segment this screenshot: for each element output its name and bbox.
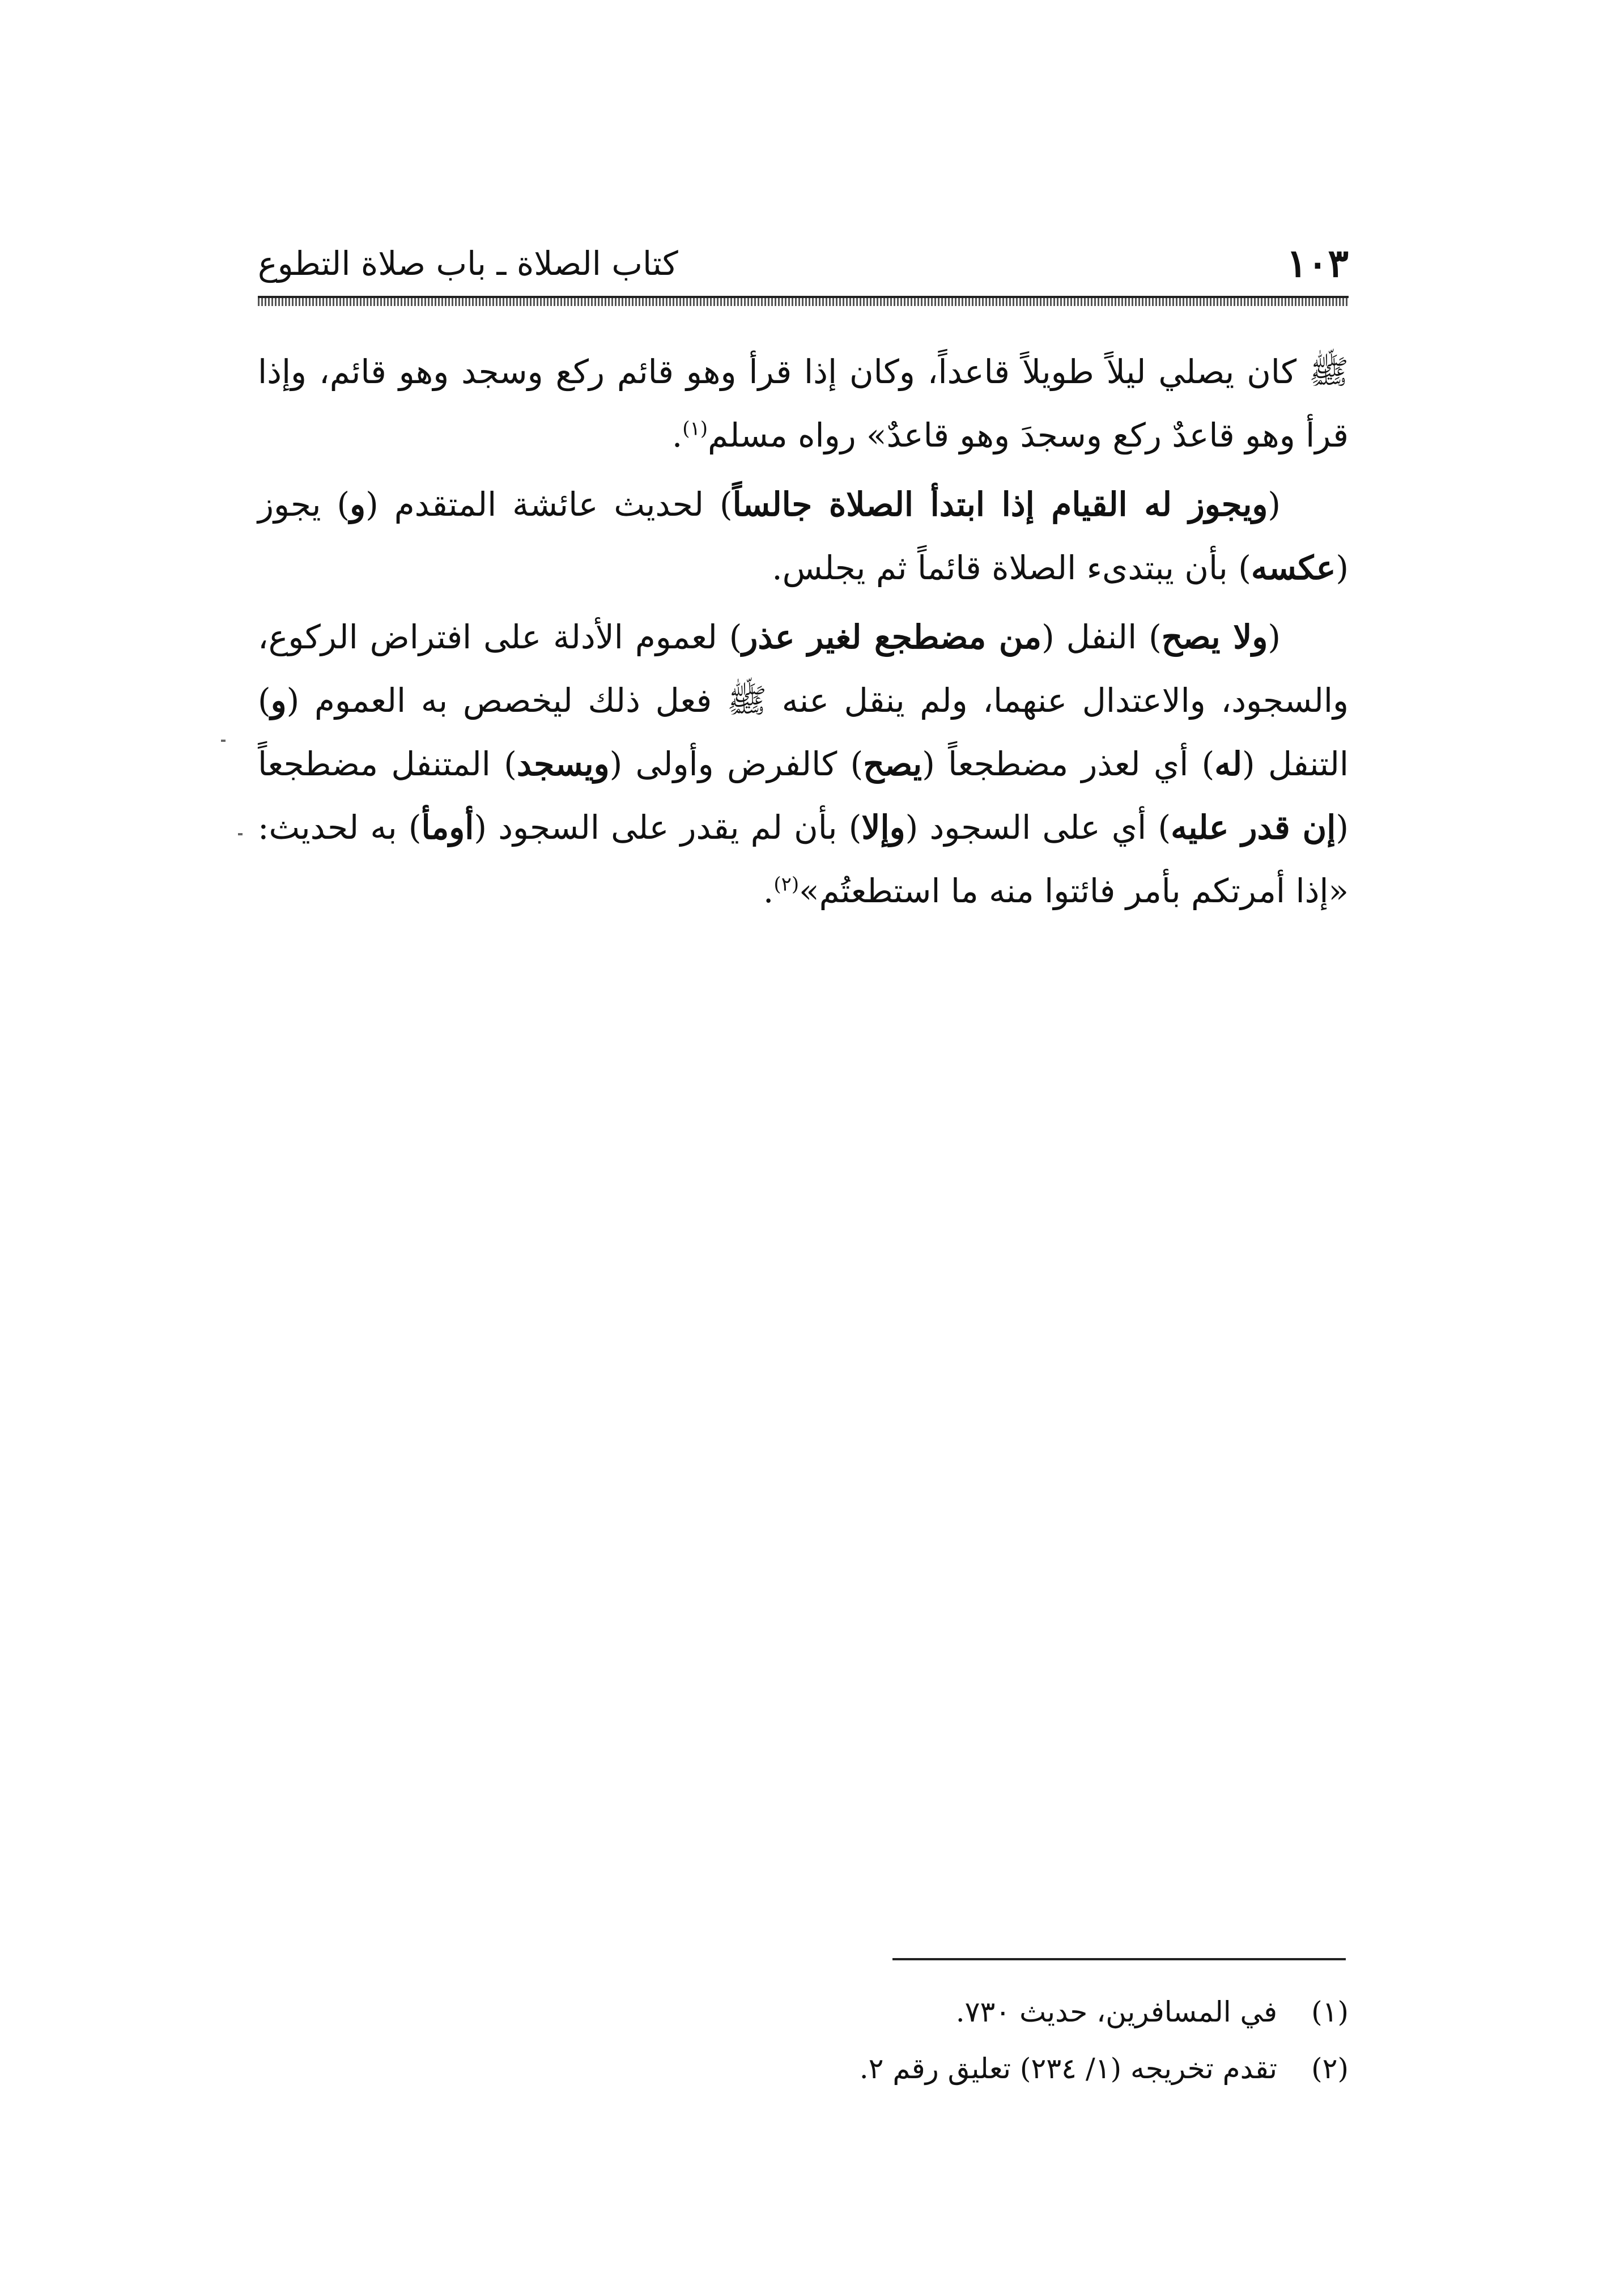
bold-term: ويسجد [516,745,610,783]
body-text [258,340,1349,928]
paragraph-3-text: ) أي لعذر مضطجعاً ( [922,745,1215,783]
footnote-1 [258,1984,1349,2040]
running-title: كتاب الصلاة ـ باب صلاة التطوع [258,244,678,283]
paragraph-3-text: ) به لحديث: «إذا أمرتكم بأمر فائتوا منه ما استطعتُم» [258,808,1349,910]
paragraph-3 [258,605,1349,923]
paragraph-1-line-2: وإذا قرأ وهو قاعدٌ ركع وسجدَ وهو قاعدٌ» رواه مسلم [258,353,1349,455]
footnote-2 [258,2040,1349,2097]
bold-term: ويجوز له القيام إذا ابتدأ الصلاة جالساً [732,485,1268,524]
paren-close: ) [337,485,350,524]
paragraph-3-text: ) النفل ( [1041,618,1162,656]
paragraph-3-text: ) المتنفل مضطجعاً ( [258,745,1349,847]
paragraph-1 [258,340,1349,467]
footnote-ref-1: (١) [682,417,708,440]
scan-speck [238,833,243,835]
paragraph-3-text: ) كالفرض وأولى ( [609,745,864,783]
bold-term: يصح [863,745,922,783]
paragraph-3-tail: . [763,872,774,910]
bold-term: من مضطجع لغير عذر [742,618,1042,656]
scan-speck [221,740,226,742]
paragraph-3-text: ) أي على السجود ( [905,808,1171,847]
paragraph-2-text: ) بأن يبتدىء الصلاة قائماً ثم يجلس. [772,549,1251,587]
footnote-ref-2: (٢) [773,873,800,896]
footnote-text: تقدم تخريجه (١/ ٢٣٤) تعليق رقم ٢. [859,2052,1278,2085]
bold-term: عكسه [1251,549,1336,587]
footnote-number: (١) [1311,1995,1349,2028]
paragraph-2-text: يجوز ( [258,485,1349,587]
paragraph-1-tail: . [671,416,683,455]
paragraph-3-text: ) التنفل ( [258,681,1349,783]
footnotes [258,1984,1349,2097]
page-header [258,232,1349,295]
footnote-text: في المسافرين، حديث ٧٣٠. [955,1995,1278,2028]
bold-term: ولا يصح [1161,618,1268,656]
bold-term: أومأ [421,808,474,847]
paragraph-2 [258,473,1349,600]
paragraph-2-text: ) لحديث عائشة المتقدم ( [365,485,733,524]
bold-term: له [1214,745,1243,783]
bold-term: و [270,681,287,720]
bold-term: وإلا [861,808,905,847]
bold-term: و [350,485,366,524]
page-number: ١٠٣ [1286,241,1349,286]
paragraph-1-line-1: ﷺ كان يصلي ليلاً طويلاً قاعداً، وكان إذا قرأ وهو قائم ركع وسجد وهو قائم، [318,353,1349,391]
footnote-rule [892,1958,1346,1960]
paren-open: ( [1268,485,1281,524]
paragraph-3-text: ) بأن لم يقدر على السجود ( [474,808,862,847]
header-rule [258,296,1349,306]
footnote-number: (٢) [1311,2052,1349,2085]
paragraph-3-text: ) لعموم الأدلة على افتراض الركوع، والسجود، والاعتدال عنهما، ولم ينقل عنه ﷺ فعل ذلك ليخصص به العموم ( [258,618,1349,720]
paren-open: ( [1268,618,1281,656]
bold-term: إن قدر عليه [1171,808,1336,847]
